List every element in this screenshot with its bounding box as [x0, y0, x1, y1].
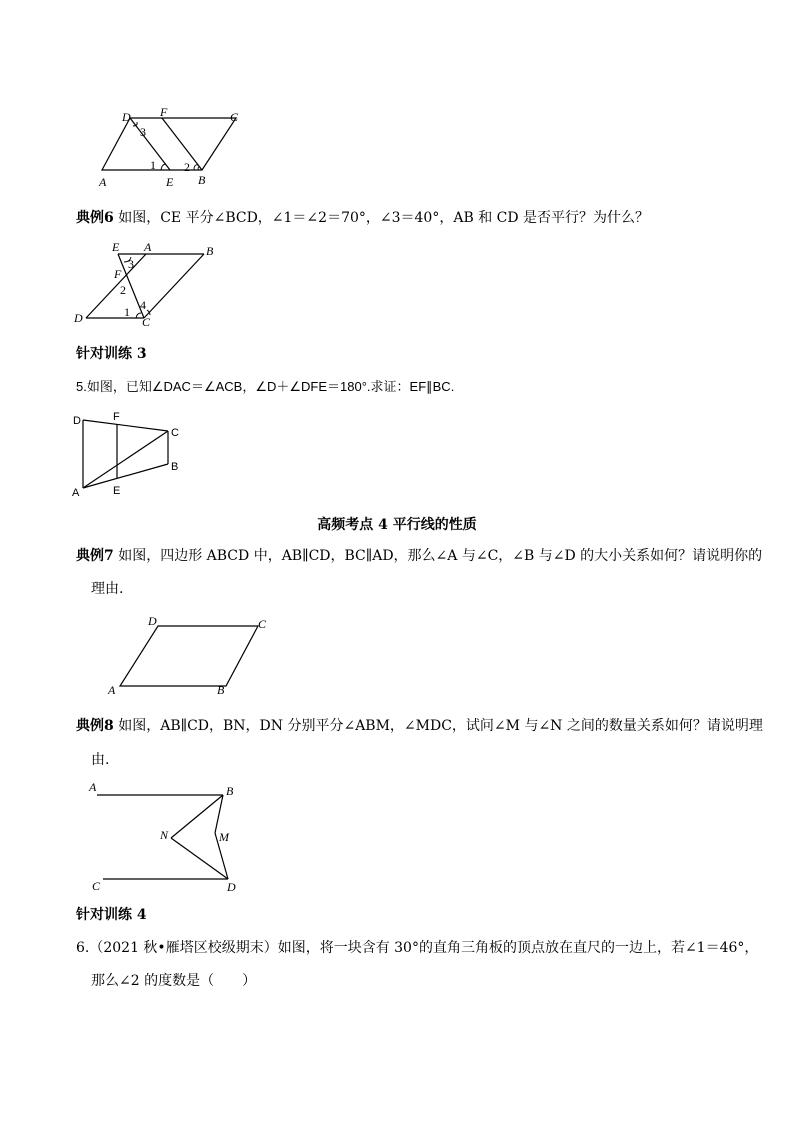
figure-5: [85, 778, 255, 894]
fig1-label-1: 1: [150, 158, 156, 172]
fig4-label-b: B: [217, 683, 225, 697]
fig3-line-ab: [83, 464, 168, 488]
fig5-label-b: B: [226, 784, 234, 798]
section-4-title: 高频考点 4 平行线的性质: [317, 517, 477, 533]
fig1-label-c: C: [230, 110, 239, 124]
example-8-line-2: 由.: [91, 752, 110, 768]
fig2-label-3: 3: [128, 257, 134, 271]
example-7-line-1: 如图，四边形 ABCD 中，AB∥CD，BC∥AD，那么∠A 与∠C，∠B 与∠D 的大小关系如何？请说明你的: [118, 548, 763, 564]
fig2-label-a: A: [144, 240, 152, 254]
fig5-label-m: M: [219, 830, 229, 844]
fig4-parallelogram: [120, 626, 258, 686]
fig2-label-2: 2: [120, 283, 126, 297]
fig5-label-n: N: [160, 828, 169, 842]
fig5-label-d: D: [227, 880, 236, 894]
fig5-line-nd: [171, 838, 228, 879]
example-8: [76, 716, 763, 736]
fig3-label-b: B: [171, 461, 179, 473]
fig2-label-d: D: [74, 311, 83, 325]
example-7: [76, 546, 762, 566]
fig1-label-a: A: [99, 175, 107, 189]
problem-6-line-2: 那么∠2 的度数是（ ）: [91, 973, 257, 989]
figure-2: [70, 238, 230, 330]
fig3-label-e: E: [113, 485, 121, 497]
fig3-label-a: A: [72, 487, 80, 499]
fig2-label-4: 4: [140, 298, 146, 312]
practice-3-title: 针对训练 3: [76, 346, 147, 362]
fig3-line-dc: [83, 420, 168, 431]
example-6-tag: 典例6: [76, 210, 114, 226]
fig4-label-a: A: [108, 683, 116, 697]
example-6-text: 如图，CE 平分∠BCD，∠1＝∠2＝70°，∠3＝40°，AB 和 CD 是否平行？为什么？: [118, 210, 650, 226]
fig1-segment-fb: [162, 118, 202, 170]
example-7-tag: 典例7: [76, 548, 114, 564]
fig1-label-b: B: [198, 173, 206, 187]
fig1-outline: [102, 118, 236, 170]
fig1-label-d: D: [122, 110, 131, 124]
problem-6-line-1: 6.（2021 秋•雁塔区校级期末）如图，将一块含有 30°的直角三角板的顶点放在直尺的一边上，若∠1＝46°，: [76, 940, 759, 956]
fig1-label-e: E: [166, 175, 174, 189]
problem-5: 5.如图，已知∠DAC＝∠ACB，∠D＋∠DFE＝180°.求证：EF∥BC.: [76, 379, 455, 394]
fig3-line-ac: [83, 431, 168, 488]
fig1-label-2: 2: [184, 160, 190, 174]
fig1-label-3: 3: [140, 125, 146, 139]
example-7-line-2: 理由.: [91, 581, 124, 597]
fig1-angle-mark-2: [194, 165, 198, 170]
example-8-tag: 典例8: [76, 718, 114, 734]
practice-4-title: 针对训练 4: [76, 907, 147, 923]
fig3-label-c: C: [171, 427, 179, 439]
example-8-line-1: 如图，AB∥CD，BN，DN 分别平分∠ABM，∠MDC，试问∠M 与∠N 之间的数量关系如何？请说明理: [118, 718, 763, 734]
example-6: [76, 208, 649, 228]
fig5-label-c: C: [92, 879, 101, 893]
fig2-label-c: C: [142, 315, 151, 329]
fig2-label-1: 1: [124, 305, 130, 319]
fig2-label-b: B: [206, 244, 214, 258]
figure-1: [90, 104, 250, 196]
fig2-line-bc: [144, 254, 204, 318]
fig2-label-e: E: [112, 240, 120, 254]
fig3-label-f: F: [113, 411, 120, 423]
fig2-line-da: [86, 254, 146, 318]
fig4-label-c: C: [258, 617, 267, 631]
fig3-label-d: D: [73, 415, 81, 427]
fig1-angle-mark-1: [161, 164, 166, 170]
fig4-label-d: D: [148, 614, 157, 628]
fig2-label-f: F: [114, 267, 122, 281]
figure-4: [100, 610, 280, 700]
fig5-label-a: A: [89, 780, 97, 794]
fig1-label-f: F: [160, 105, 168, 119]
fig2-angle-mark-1: [136, 313, 141, 318]
figure-3: [70, 406, 190, 500]
